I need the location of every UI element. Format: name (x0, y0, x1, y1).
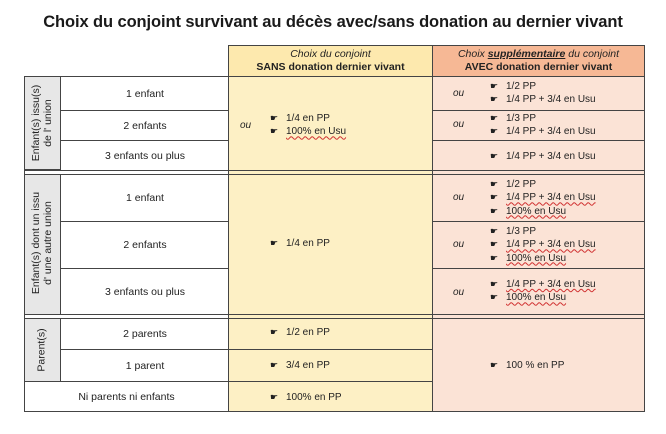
list-item (490, 278, 596, 291)
list-item (490, 112, 596, 125)
list-item (490, 178, 596, 191)
table-row-label: 1 enfant (126, 192, 164, 204)
pointing-hand-icon: ☛ (490, 239, 499, 250)
list-item-text: 1/4 PP + 3/4 en Usu (506, 192, 596, 204)
table-row-label: 1 parent (61, 349, 229, 382)
list-item-text: 100 % en PP (506, 360, 565, 371)
list-item-text: 1/3 PP (506, 226, 537, 237)
list-item-text: 1/4 PP + 3/4 en Usu (506, 126, 596, 138)
pointing-hand-icon: ☛ (270, 327, 279, 337)
list-item (490, 252, 596, 265)
pointing-hand-icon: ☛ (490, 205, 499, 216)
pointing-hand-icon: ☛ (490, 81, 499, 91)
group1-label-line2: de l' union (42, 99, 54, 147)
last-row-sans-cell (228, 381, 433, 412)
list-item (490, 150, 596, 163)
pointing-hand-icon: ☛ (270, 238, 279, 248)
group3-rows (60, 318, 228, 381)
list-item-text: 100% en Usu (506, 252, 567, 264)
list-item-text: 1/4 en PP (286, 238, 330, 249)
pointing-hand-icon: ☛ (270, 392, 279, 402)
pointing-hand-icon: ☛ (270, 126, 279, 137)
header-avec-post: du conjoint (565, 48, 620, 60)
table-row-label: 2 parents (123, 328, 167, 340)
last-row-label: Ni parents ni enfants (24, 381, 228, 412)
list-item (490, 205, 596, 218)
list-item-text: 1/2 PP (506, 81, 537, 92)
group2-sans-cell (228, 174, 433, 314)
pointing-hand-icon: ☛ (270, 360, 279, 370)
group2-label-line1: Enfant(s) dont un issu (29, 191, 42, 295)
table-row-label: 2 enfants (61, 221, 229, 268)
pointing-hand-icon: ☛ (490, 94, 499, 105)
list-item-text: 100% en Usu (286, 126, 347, 138)
list-item-text: 1/4 PP + 3/4 en Usu (506, 94, 596, 106)
pointing-hand-icon: ☛ (490, 226, 499, 236)
list-item (490, 225, 596, 238)
ou-label: ou (453, 239, 465, 250)
header-sans-line2: SANS donation dernier vivant (256, 61, 405, 73)
list-item-text: 1/4 PP + 3/4 en Usu (506, 239, 596, 251)
list-item-text: 1/2 en PP (286, 327, 330, 338)
list-item (490, 291, 596, 304)
list-item-text: 1/2 PP (506, 179, 537, 190)
header-avec-em: supplémentaire (487, 48, 566, 60)
header-avec-pre: Choix (457, 48, 488, 60)
ou-label: ou (453, 119, 465, 130)
header-avec-line2: AVEC donation dernier vivant (464, 61, 613, 73)
pointing-hand-icon: ☛ (490, 179, 499, 189)
list-item-text: 100% en Usu (506, 292, 567, 304)
pointing-hand-icon: ☛ (490, 126, 499, 137)
group1-label-line1: Enfant(s) issu(s) (30, 84, 42, 162)
list-item (270, 112, 346, 125)
list-item (270, 326, 330, 339)
pointing-hand-icon: ☛ (490, 252, 499, 263)
list-item (490, 125, 596, 138)
list-item-text: 100% en PP (286, 392, 342, 403)
group3-sans-cell (228, 318, 433, 381)
list-item-text: 100% en Usu (506, 205, 567, 217)
list-item (270, 125, 346, 138)
group2-rows (60, 174, 228, 314)
list-item-text: 1/4 en PP (286, 113, 330, 124)
list-item (270, 359, 330, 372)
ou-label: ou (453, 192, 465, 203)
list-item (490, 359, 564, 372)
table-row-label: 1 enfant (126, 87, 164, 100)
list-item (270, 237, 330, 250)
pointing-hand-icon: ☛ (490, 113, 499, 123)
page-title: Choix du conjoint survivant au décès avec/sans donation au dernier vivant (43, 13, 623, 31)
group3-avec-cell (433, 318, 645, 412)
group3-label-line1: Parent(s) (35, 328, 48, 372)
ou-label: ou (453, 88, 465, 99)
pointing-hand-icon: ☛ (490, 192, 499, 203)
header-avec-line1 (458, 48, 619, 61)
pointing-hand-icon: ☛ (270, 113, 279, 123)
pointing-hand-icon: ☛ (490, 292, 499, 303)
list-item-text: 3/4 en PP (286, 360, 330, 371)
pointing-hand-icon: ☛ (490, 151, 499, 161)
list-item (490, 238, 596, 251)
ou-label: ou (453, 287, 465, 298)
group1-rows (60, 76, 228, 170)
list-item (490, 80, 596, 93)
table-row-label: 3 enfants ou plus (61, 268, 229, 315)
list-item (270, 391, 342, 404)
list-item-text: 1/4 PP + 3/4 en Usu (506, 151, 596, 162)
group2-label-line2: d' une autre union (41, 201, 54, 285)
header-sans-line1: Choix du conjoint (290, 48, 371, 60)
pointing-hand-icon: ☛ (490, 279, 499, 289)
list-item-text: 1/4 PP + 3/4 en Usu (506, 279, 596, 290)
table-row-label: 3 enfants ou plus (61, 140, 229, 171)
pointing-hand-icon: ☛ (490, 360, 499, 370)
group1-sans-cell (228, 76, 433, 170)
group1-avec-cell (433, 76, 645, 170)
header-sans (228, 45, 433, 76)
table-row-label: 2 enfants (61, 110, 229, 140)
list-item (490, 93, 596, 106)
group2-avec-cell (433, 174, 645, 314)
list-item (490, 191, 596, 204)
header-avec (433, 45, 645, 76)
list-item-text: 1/3 PP (506, 113, 537, 124)
ou-label: ou (240, 120, 252, 131)
